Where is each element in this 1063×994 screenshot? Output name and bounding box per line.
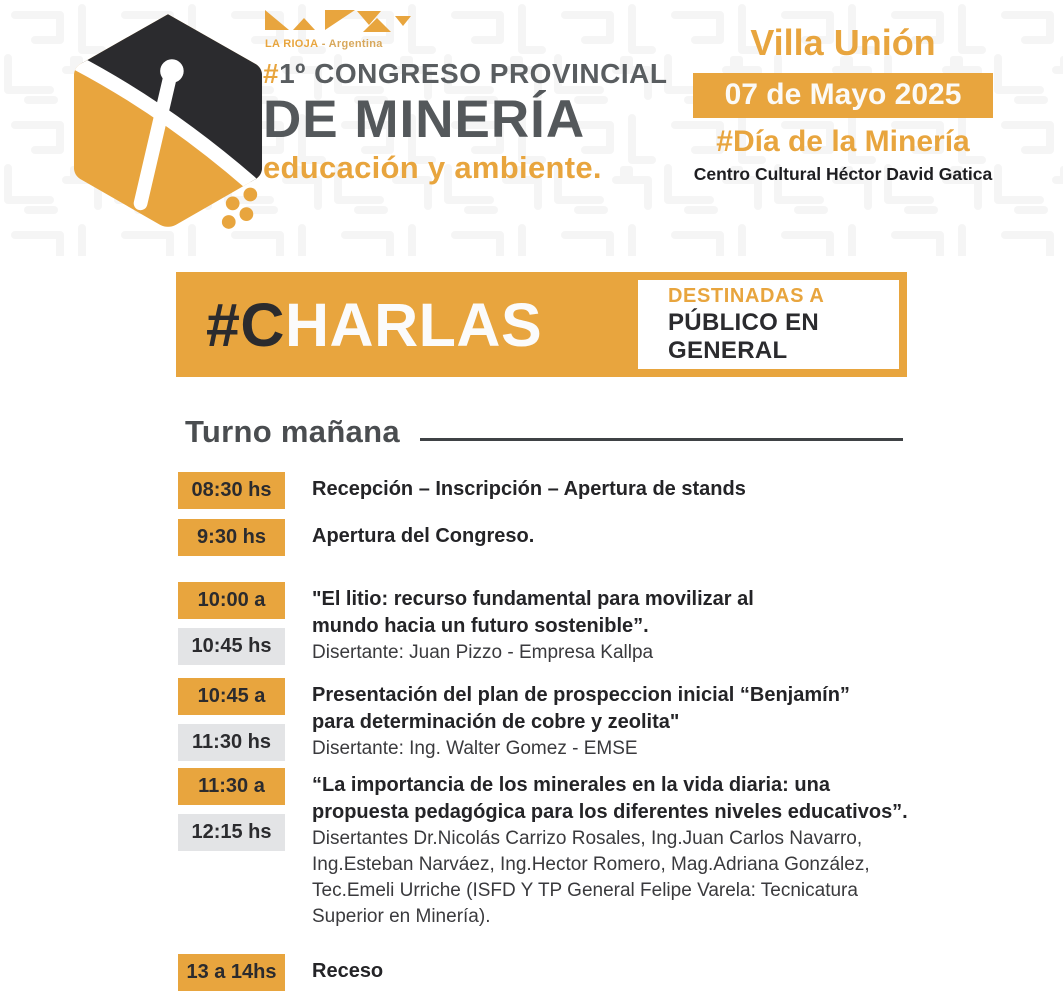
charlas-banner bbox=[176, 272, 907, 377]
audience-box bbox=[638, 280, 899, 369]
session-speaker: Disertantes Dr.Nicolás Carrizo Rosales, Ing.Juan Carlos Navarro, bbox=[312, 828, 863, 849]
schedule-row bbox=[178, 768, 958, 930]
session-title: "El litio: recurso fundamental para movilizar al bbox=[312, 588, 754, 610]
session-speaker: Superior en Minería). bbox=[312, 906, 491, 927]
brand-caption bbox=[265, 38, 693, 50]
charlas-title bbox=[176, 272, 638, 377]
audience-line2: PÚBLICO EN GENERAL bbox=[668, 308, 820, 364]
la-rioja-brand-icon bbox=[263, 6, 413, 32]
schedule-row bbox=[178, 582, 958, 666]
session-title: Apertura del Congreso. bbox=[312, 525, 535, 547]
audience-line1: DESTINADAS A bbox=[668, 284, 825, 307]
session-speaker: Disertante: Juan Pizzo - Empresa Kallpa bbox=[312, 642, 654, 663]
event-hashtag: #Día de la Minería bbox=[716, 125, 970, 158]
brand-suffix: - Argentina bbox=[321, 38, 383, 50]
time-badge-start: 10:00 a bbox=[178, 582, 285, 619]
congress-title-line1: #1º CONGRESO PROVINCIAL bbox=[263, 58, 668, 89]
schedule-row bbox=[178, 954, 958, 991]
time-badge: 13 a 14hs bbox=[178, 954, 285, 991]
schedule-list bbox=[178, 472, 958, 991]
charlas-rest-part: HARLAS bbox=[284, 290, 543, 359]
charlas-hash-part: #C bbox=[206, 290, 285, 359]
brand-name: LA RIOJA bbox=[265, 38, 319, 50]
congress-title-line2: DE MINERÍA bbox=[263, 90, 586, 149]
session-title: Presentación del plan de prospeccion inicial “Benjamín” bbox=[312, 684, 850, 706]
time-badge-end: 11:30 hs bbox=[178, 724, 285, 761]
time-badge-end: 10:45 hs bbox=[178, 628, 285, 665]
session-title: mundo hacia un futuro sostenible”. bbox=[312, 615, 649, 637]
event-info-block bbox=[693, 22, 993, 185]
section-title: Turno mañana bbox=[185, 414, 400, 449]
time-badge-start: 11:30 a bbox=[178, 768, 285, 805]
session-title: Recepción – Inscripción – Apertura de stands bbox=[312, 478, 746, 500]
schedule-row bbox=[178, 519, 958, 556]
session-title: Receso bbox=[312, 960, 384, 982]
time-badge-start: 10:45 a bbox=[178, 678, 285, 715]
heading-rule bbox=[420, 438, 903, 441]
session-speaker: Ing.Esteban Narváez, Ing.Hector Romero, Mag.Adriana González, bbox=[312, 854, 870, 875]
time-badge: 08:30 hs bbox=[178, 472, 285, 509]
mining-logo-icon bbox=[70, 10, 266, 234]
time-badge: 9:30 hs bbox=[178, 519, 285, 556]
schedule-row bbox=[178, 678, 958, 762]
session-speaker: Tec.Emeli Urriche (ISFD Y TP General Felipe Varela: Tecnicatura bbox=[312, 880, 858, 901]
section-heading bbox=[185, 414, 903, 450]
session-title: para determinación de cobre y zeolita" bbox=[312, 711, 680, 733]
schedule-row bbox=[178, 472, 958, 509]
session-title: propuesta pedagógica para los diferentes niveles educativos”. bbox=[312, 801, 908, 823]
event-date-bar: 07 de Mayo 2025 bbox=[693, 73, 993, 118]
event-city: Villa Unión bbox=[750, 22, 936, 63]
session-title: “La importancia de los minerales en la vida diaria: una bbox=[312, 774, 830, 796]
time-badge-end: 12:15 hs bbox=[178, 814, 285, 851]
event-venue: Centro Cultural Héctor David Gatica bbox=[693, 164, 993, 184]
congress-title-block bbox=[263, 6, 693, 186]
hash-symbol: # bbox=[263, 58, 280, 89]
session-speaker: Disertante: Ing. Walter Gomez - EMSE bbox=[312, 738, 638, 759]
congress-subtitle: educación y ambiente. bbox=[263, 150, 602, 186]
